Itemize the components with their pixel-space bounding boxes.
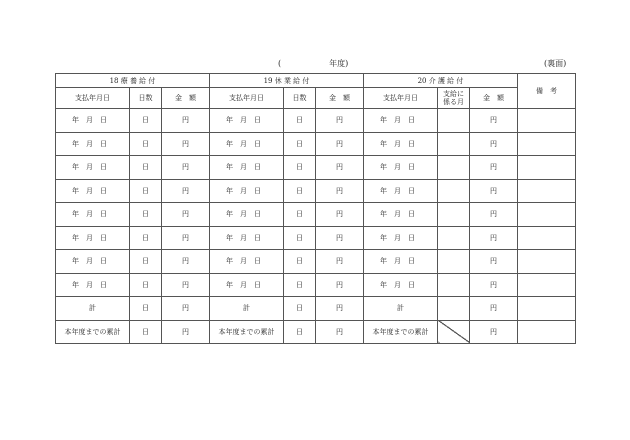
amount-cell[interactable]: 円 xyxy=(316,320,364,344)
benefit-ledger-table xyxy=(55,73,576,344)
amount-cell[interactable]: 円 xyxy=(316,273,364,297)
subtotal-label: 計 xyxy=(56,297,130,321)
date-cell[interactable]: 年 月 日 xyxy=(56,203,130,227)
days-cell[interactable]: 日 xyxy=(130,250,162,274)
column-header-row xyxy=(56,88,576,109)
subtotal-row xyxy=(56,297,576,321)
date-cell[interactable]: 年 月 日 xyxy=(364,226,438,250)
entry-row xyxy=(56,109,576,133)
amount-cell[interactable]: 円 xyxy=(162,297,210,321)
date-cell[interactable]: 年 月 日 xyxy=(56,109,130,133)
section-care: 20 介 護 給 付 xyxy=(364,74,518,88)
entry-row xyxy=(56,179,576,203)
fiscal-year-label xyxy=(278,58,348,69)
care-month-cell[interactable] xyxy=(438,132,470,156)
care-month-cell[interactable] xyxy=(438,250,470,274)
amount-cell[interactable]: 円 xyxy=(316,297,364,321)
notes-cell[interactable] xyxy=(518,250,576,274)
care-month-cell[interactable] xyxy=(438,226,470,250)
amount-cell[interactable]: 円 xyxy=(470,273,518,297)
date-cell[interactable]: 年 月 日 xyxy=(210,273,284,297)
date-cell[interactable]: 年 月 日 xyxy=(364,179,438,203)
date-cell[interactable]: 年 月 日 xyxy=(364,203,438,227)
amount-cell[interactable]: 円 xyxy=(162,109,210,133)
col-days: 日数 xyxy=(284,88,316,109)
entry-row xyxy=(56,132,576,156)
days-cell[interactable]: 日 xyxy=(284,179,316,203)
days-cell[interactable]: 日 xyxy=(284,320,316,344)
days-cell[interactable]: 日 xyxy=(284,297,316,321)
days-cell[interactable]: 日 xyxy=(130,297,162,321)
date-cell[interactable]: 年 月 日 xyxy=(364,132,438,156)
care-month-cell[interactable] xyxy=(438,156,470,180)
cumulative-label: 本年度までの累計 xyxy=(210,320,284,344)
section-medical: 18 療 養 給 付 xyxy=(56,74,210,88)
date-cell[interactable]: 年 月 日 xyxy=(364,250,438,274)
date-cell[interactable]: 年 月 日 xyxy=(210,109,284,133)
section-absence: 19 休 業 給 付 xyxy=(210,74,364,88)
section-header-row xyxy=(56,74,576,88)
amount-cell[interactable]: 円 xyxy=(316,109,364,133)
entry-row xyxy=(56,226,576,250)
notes-cell[interactable] xyxy=(518,156,576,180)
date-cell[interactable]: 年 月 日 xyxy=(210,179,284,203)
col-days: 日数 xyxy=(130,88,162,109)
date-cell[interactable]: 年 月 日 xyxy=(364,156,438,180)
days-cell[interactable]: 日 xyxy=(284,156,316,180)
notes-cell[interactable] xyxy=(518,203,576,227)
notes-cell[interactable] xyxy=(518,132,576,156)
days-cell[interactable]: 日 xyxy=(284,273,316,297)
col-pay-date: 支払年月日 xyxy=(210,88,284,109)
col-pay-date: 支払年月日 xyxy=(56,88,130,109)
date-cell[interactable]: 年 月 日 xyxy=(56,226,130,250)
cumulative-label: 本年度までの累計 xyxy=(56,320,130,344)
cumulative-label: 本年度までの累計 xyxy=(364,320,438,344)
amount-cell[interactable]: 円 xyxy=(470,179,518,203)
care-month-cell[interactable] xyxy=(438,203,470,227)
date-cell[interactable]: 年 月 日 xyxy=(56,250,130,274)
amount-cell[interactable]: 円 xyxy=(316,179,364,203)
days-cell[interactable]: 日 xyxy=(130,179,162,203)
amount-cell[interactable]: 円 xyxy=(470,250,518,274)
subtotal-label: 計 xyxy=(364,297,438,321)
amount-cell[interactable]: 円 xyxy=(162,203,210,227)
notes-cell[interactable] xyxy=(518,109,576,133)
date-cell[interactable]: 年 月 日 xyxy=(56,179,130,203)
care-month-line2: 係る月 xyxy=(443,98,464,106)
col-amount: 金 額 xyxy=(162,88,210,109)
reverse-side-label: (裏面) xyxy=(544,59,567,68)
notes-header: 備 考 xyxy=(518,74,576,109)
days-cell[interactable]: 日 xyxy=(284,226,316,250)
date-cell[interactable]: 年 月 日 xyxy=(210,156,284,180)
entry-row xyxy=(56,250,576,274)
diagonal-slash-cell xyxy=(438,320,470,344)
date-cell[interactable]: 年 月 日 xyxy=(210,203,284,227)
subtotal-label: 計 xyxy=(210,297,284,321)
date-cell[interactable]: 年 月 日 xyxy=(364,109,438,133)
amount-cell[interactable]: 円 xyxy=(470,297,518,321)
notes-cell[interactable] xyxy=(518,297,576,321)
days-cell[interactable]: 日 xyxy=(284,132,316,156)
amount-cell[interactable]: 円 xyxy=(470,156,518,180)
amount-cell[interactable]: 円 xyxy=(162,156,210,180)
amount-cell[interactable]: 円 xyxy=(470,109,518,133)
days-cell[interactable]: 日 xyxy=(284,203,316,227)
amount-cell[interactable]: 円 xyxy=(162,273,210,297)
date-cell[interactable]: 年 月 日 xyxy=(56,156,130,180)
notes-cell[interactable] xyxy=(518,320,576,344)
entry-row xyxy=(56,203,576,227)
days-cell[interactable]: 日 xyxy=(130,273,162,297)
col-amount: 金 額 xyxy=(470,88,518,109)
date-cell[interactable]: 年 月 日 xyxy=(210,226,284,250)
cumulative-row xyxy=(56,320,576,344)
amount-cell[interactable]: 円 xyxy=(316,156,364,180)
amount-cell[interactable]: 円 xyxy=(316,203,364,227)
care-month-cell[interactable] xyxy=(438,109,470,133)
care-month-line1: 支給に xyxy=(443,90,464,98)
entry-row xyxy=(56,156,576,180)
amount-cell[interactable]: 円 xyxy=(470,320,518,344)
amount-cell[interactable]: 円 xyxy=(316,132,364,156)
year-open-paren: ( xyxy=(278,59,282,68)
col-care-month xyxy=(438,88,470,109)
days-cell[interactable]: 日 xyxy=(130,109,162,133)
date-cell[interactable]: 年 月 日 xyxy=(56,132,130,156)
date-cell[interactable]: 年 月 日 xyxy=(364,273,438,297)
entry-row xyxy=(56,273,576,297)
col-pay-date: 支払年月日 xyxy=(364,88,438,109)
days-cell[interactable]: 日 xyxy=(130,226,162,250)
amount-cell[interactable]: 円 xyxy=(162,226,210,250)
days-cell[interactable]: 日 xyxy=(284,109,316,133)
amount-cell[interactable]: 円 xyxy=(316,250,364,274)
year-label: 年度) xyxy=(329,59,349,68)
care-month-cell[interactable] xyxy=(438,297,470,321)
amount-cell[interactable]: 円 xyxy=(470,203,518,227)
date-cell[interactable]: 年 月 日 xyxy=(210,132,284,156)
notes-cell[interactable] xyxy=(518,179,576,203)
care-month-cell[interactable] xyxy=(438,179,470,203)
amount-cell[interactable]: 円 xyxy=(470,132,518,156)
days-cell[interactable]: 日 xyxy=(284,250,316,274)
amount-cell[interactable]: 円 xyxy=(162,320,210,344)
col-amount: 金 額 xyxy=(316,88,364,109)
date-cell[interactable]: 年 月 日 xyxy=(56,273,130,297)
amount-cell[interactable]: 円 xyxy=(162,132,210,156)
amount-cell[interactable]: 円 xyxy=(162,250,210,274)
care-month-cell[interactable] xyxy=(438,273,470,297)
days-cell[interactable]: 日 xyxy=(130,156,162,180)
amount-cell[interactable]: 円 xyxy=(316,226,364,250)
amount-cell[interactable]: 円 xyxy=(470,226,518,250)
days-cell[interactable]: 日 xyxy=(130,320,162,344)
amount-cell[interactable]: 円 xyxy=(162,179,210,203)
days-cell[interactable]: 日 xyxy=(130,132,162,156)
days-cell[interactable]: 日 xyxy=(130,203,162,227)
notes-cell[interactable] xyxy=(518,273,576,297)
notes-cell[interactable] xyxy=(518,226,576,250)
date-cell[interactable]: 年 月 日 xyxy=(210,250,284,274)
